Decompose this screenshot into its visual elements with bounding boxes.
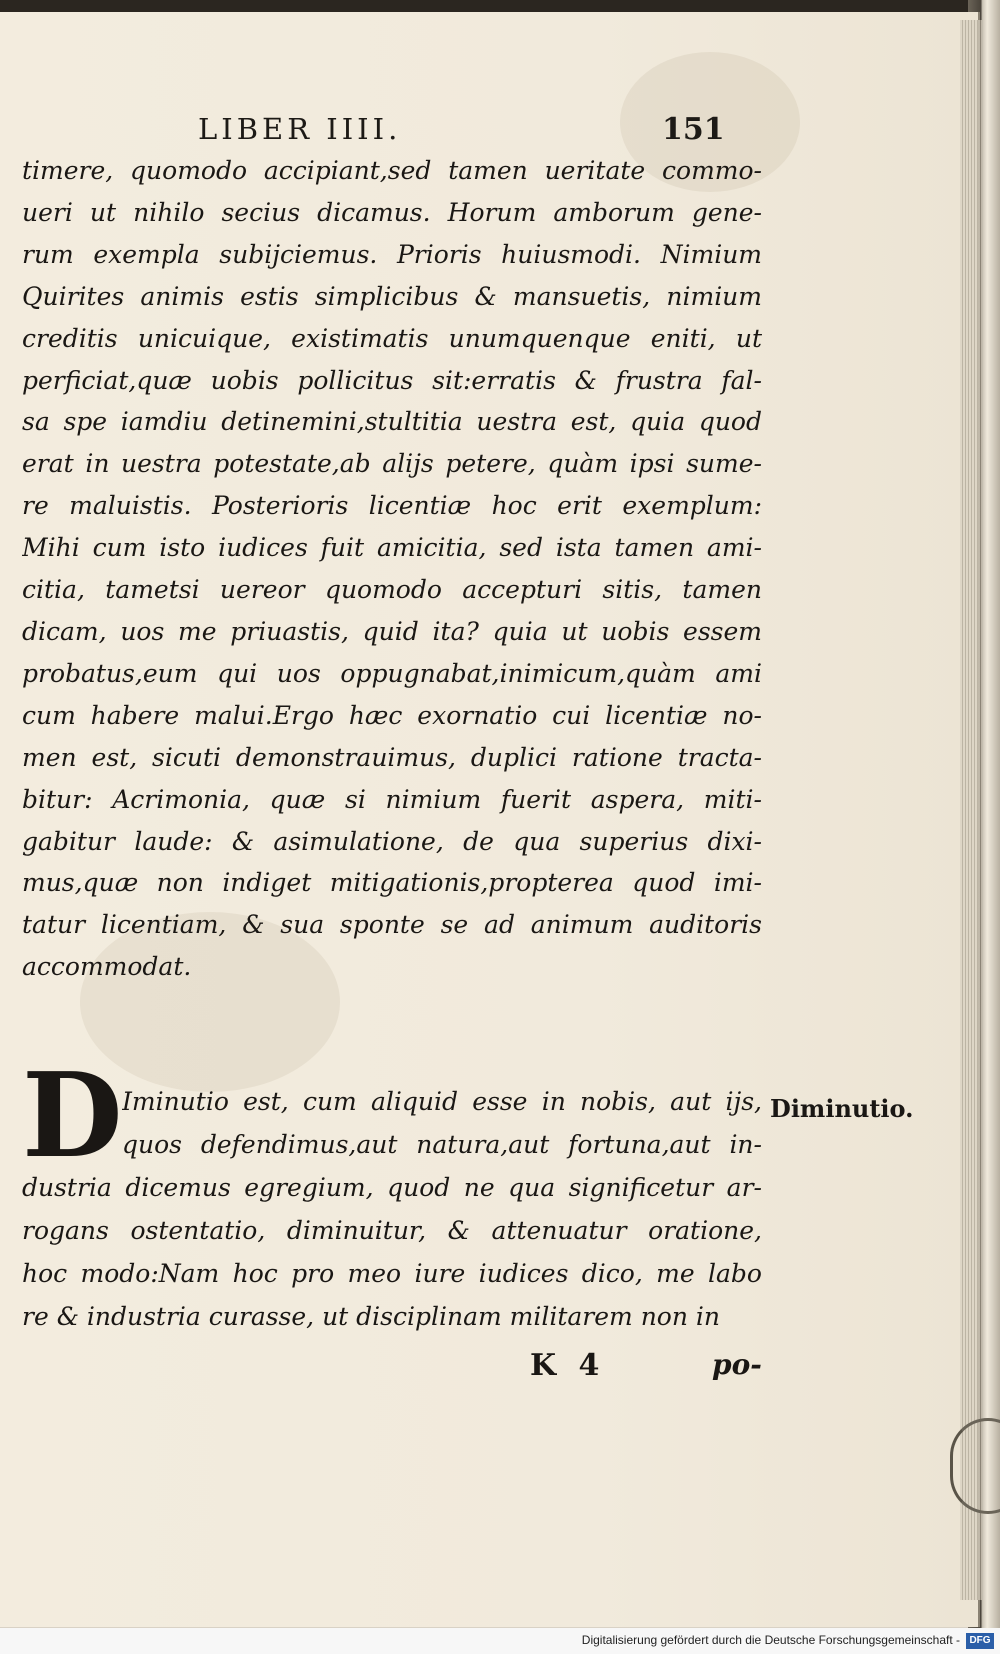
text-line: tatur licentiam, & sua sponte se ad animum auditoris: [22, 910, 762, 940]
text-line: Iminutio est, cum aliquid esse in nobis, aut ijs,: [122, 1087, 762, 1116]
signature-mark: K 4: [530, 1348, 606, 1383]
text-line: timere, quomodo accipiant,sed tamen ueritate commo-: [22, 156, 762, 185]
text-line: bitur: Acrimonia, quæ si nimium fuerit aspera, miti-: [22, 784, 762, 814]
text-line: re maluistis. Posterioris licentiæ hoc erit exemplum:: [22, 491, 762, 521]
text-line: men est, sicuti demonstrauimus, duplici ratione tracta-: [22, 742, 762, 772]
text-line: probatus,eum qui uos oppugnabat,inimicum,quàm ami: [22, 658, 762, 688]
acknowledgement-text: Digitalisierung gefördert durch die Deutsche Forschungsgemeinschaft -: [581, 1633, 960, 1647]
text-line: Quirites animis estis simplicibus & mansuetis, nimium: [22, 281, 762, 311]
text-line: creditis unicuique, existimatis unumquenque eniti, ut: [22, 323, 762, 353]
running-title: LIBER IIII.: [198, 112, 402, 146]
text-line: cum habere malui.Ergo hæc exornatio cui licentiæ no-: [22, 700, 762, 730]
catchword: po-: [712, 1348, 762, 1381]
folio-number: 151: [662, 112, 725, 147]
page-edges: [960, 20, 982, 1600]
text-line: gabitur laude: & asimulatione, de qua superius dixi-: [22, 826, 762, 856]
text-line: quos defendimus,aut natura,aut fortuna,aut in-: [122, 1130, 762, 1159]
paragraph-licentia: [22, 150, 762, 988]
marginal-note: Diminutio.: [770, 1094, 914, 1123]
text-line: citia, tametsi uereor quomodo accepturi sitis, tamen: [22, 575, 762, 605]
text-line: Mihi cum isto iudices fuit amicitia, sed ista tamen ami-: [22, 533, 762, 563]
text-line: rum exempla subijciemus. Prioris huiusmodi. Nimium: [22, 239, 762, 269]
text-line: hoc modo:Nam hoc pro meo iure iudices dico, me labo: [22, 1259, 762, 1288]
book-clip: [950, 1418, 1000, 1514]
text-line: dustria dicemus egregium, quod ne qua significetur ar-: [22, 1173, 762, 1202]
drop-capital: D: [22, 1048, 123, 1184]
text-line: dicam, uos me priuastis, quid ita? quia ut uobis essem: [22, 616, 762, 646]
text-line: re & industria curasse, ut disciplinam militarem non in: [22, 1302, 720, 1331]
text-line: mus,quæ non indiget mitigationis,propterea quod imi-: [22, 868, 762, 898]
acknowledgement-bar: [0, 1628, 1000, 1654]
paragraph-diminutio: [22, 1080, 762, 1338]
text-line: ueri ut nihilo secius dicamus. Horum amborum gene-: [22, 197, 762, 227]
text-line: accommodat.: [22, 952, 192, 982]
text-line: rogans ostentatio, diminuitur, & attenuatur oratione,: [22, 1216, 762, 1245]
text-line: perficiat,quæ uobis pollicitus sit:erratis & frustra fal-: [22, 365, 762, 395]
text-line: erat in uestra potestate,ab alijs petere, quàm ipsi sume-: [22, 449, 762, 479]
text-line: sa spe iamdiu detinemini,stultitia uestra est, quia quod: [22, 407, 762, 437]
dfg-logo: DFG: [966, 1633, 994, 1649]
